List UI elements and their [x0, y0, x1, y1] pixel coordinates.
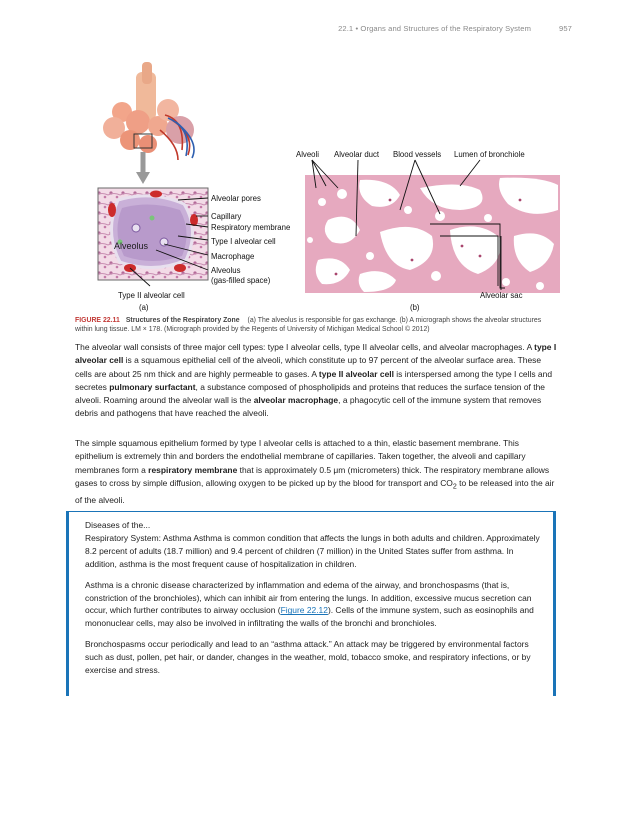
text-run: is interspersed among the type I cells and secretes	[75, 368, 553, 392]
feature-box-content	[85, 519, 547, 685]
term-respiratory-membrane: respiratory membrane	[148, 464, 238, 475]
label-alveolar-sac: Alveolar sac	[480, 291, 523, 300]
paragraph-alveolar-wall	[75, 341, 557, 421]
label-lumen-bronchiole: Lumen of bronchiole	[454, 150, 525, 159]
page-number: 957	[559, 24, 572, 33]
feature-paragraph-3: Bronchospasms occur periodically and lead to an “asthma attack.” An attack may be triggered by environmental factors such as dust, pollen, pet hair, or dander, changes in the weather, mold, tobacco smoke, and respiratory infections, or by exercise and stress.	[85, 639, 531, 676]
figure-22-12-link[interactable]: Figure 22.12	[280, 605, 328, 616]
label-blood-vessels: Blood vessels	[393, 150, 442, 159]
alveolus-diagram	[98, 188, 208, 280]
alveolar-sac-illustration	[103, 62, 194, 184]
term-pulmonary-surfactant: pulmonary surfactant	[109, 381, 196, 392]
text-run: The simple squamous epithelium formed by type I alveolar cells is attached to a thin, elastic basement membrane. This epithelium is extremely thin and borders the endothelial membrane of capillaries. Taken together, the alveoli and capillary membranes form a	[75, 438, 526, 475]
text-run: , a phagocytic cell of the immune system that removes debris and pathogens that have reached the alveoli.	[75, 395, 542, 419]
text-run: that is approximately 0.5 μm (micrometers) thick. The respiratory membrane allows gases to cross by simple diffusion, allowing oxygen to be picked up by the blood for transport and CO	[75, 464, 550, 488]
label-alveolar-duct: Alveolar duct	[334, 150, 380, 159]
figure-caption	[75, 316, 555, 335]
caption-text: (a) The alveolus is responsible for gas exchange. (b) A micrograph shows the alveolar structures within lung tissue. LM × 178. (Micrograph provided by the Regents of University of Michigan Medical School © 2012)	[75, 317, 542, 334]
panel-b-label: (b)	[410, 303, 420, 312]
label-capillary: Capillary	[211, 212, 242, 221]
text-run: Asthma is a chronic disease characterized by inflammation and edema of the airway, and bronchospasms (that is, constriction of the bronchioles), which can inhibit air from entering the lungs. In addition, excessive mucus secretion can occur, which further contributes to airway occlusion (	[85, 579, 532, 616]
label-alveoli: Alveoli	[296, 150, 319, 159]
text-run: to be released into the air of the alveoli.	[75, 477, 555, 505]
lung-micrograph	[305, 175, 560, 293]
feature-box-intro	[85, 519, 547, 571]
label-alveolus: Alveolus	[211, 266, 241, 275]
text-run: , a substance composed of phospholipids and proteins that reduces the surface tension of the alveoli. Roaming around the alveolar wall is the	[75, 381, 545, 405]
figure-22-11	[60, 60, 570, 320]
subscript: 2	[452, 483, 457, 491]
term-type-2-alveolar-cell: type II alveolar cell	[318, 368, 394, 379]
paragraph-respiratory-membrane	[75, 437, 557, 507]
text-run: The alveolar wall consists of three major cell types: type I alveolar cells, type II alveolar cells, and alveolar macrophages. A	[75, 342, 535, 352]
panel-a-label: (a)	[139, 303, 149, 312]
feature-paragraph-1: Respiratory System: Asthma Asthma is common condition that affects the lungs in both adults and children. Approximately 8.2 percent of adults (18.7 million) and 9.4 percent of children (7 million) in the United States suffer from asthma. In addition, asthma is the most frequent cause of hospitalization in children.	[85, 532, 540, 569]
term-type-1-alveolar-cell: type I alveolar cell	[75, 342, 557, 366]
diseases-feature-box	[66, 511, 556, 696]
feature-paragraph-2	[85, 579, 547, 631]
label-type-2-cell: Type II alveolar cell	[118, 291, 185, 300]
running-head	[338, 24, 572, 33]
feature-kicker: Diseases of the...	[85, 520, 151, 530]
label-respiratory-membrane: Respiratory membrane	[211, 223, 291, 232]
alveolus-inner-label: Alveolus	[114, 241, 149, 251]
term-alveolar-macrophage: alveolar macrophage	[253, 395, 339, 405]
label-gas-filled-space: (gas-filled space)	[211, 276, 271, 285]
text-run: ). Cells of the immune system, such as eosinophils and mononuclear cells, may also be involved in infiltrating the walls of the bronchi and bronchioles.	[85, 605, 534, 629]
label-macrophage: Macrophage	[211, 252, 255, 261]
section-title: 22.1 • Organs and Structures of the Respiratory System	[338, 24, 532, 33]
label-alveolar-pores: Alveolar pores	[211, 194, 261, 203]
caption-figure-number: FIGURE 22.11	[75, 317, 120, 324]
caption-title: Structures of the Respiratory Zone	[125, 317, 240, 324]
label-type-1-cell: Type I alveolar cell	[211, 237, 276, 246]
text-run: is a squamous epithelial cell of the alveoli, which constitute up to 97 percent of the alveolar surface area. These cells are about 25 nm thick and are highly permeable to gases. A	[75, 355, 542, 379]
